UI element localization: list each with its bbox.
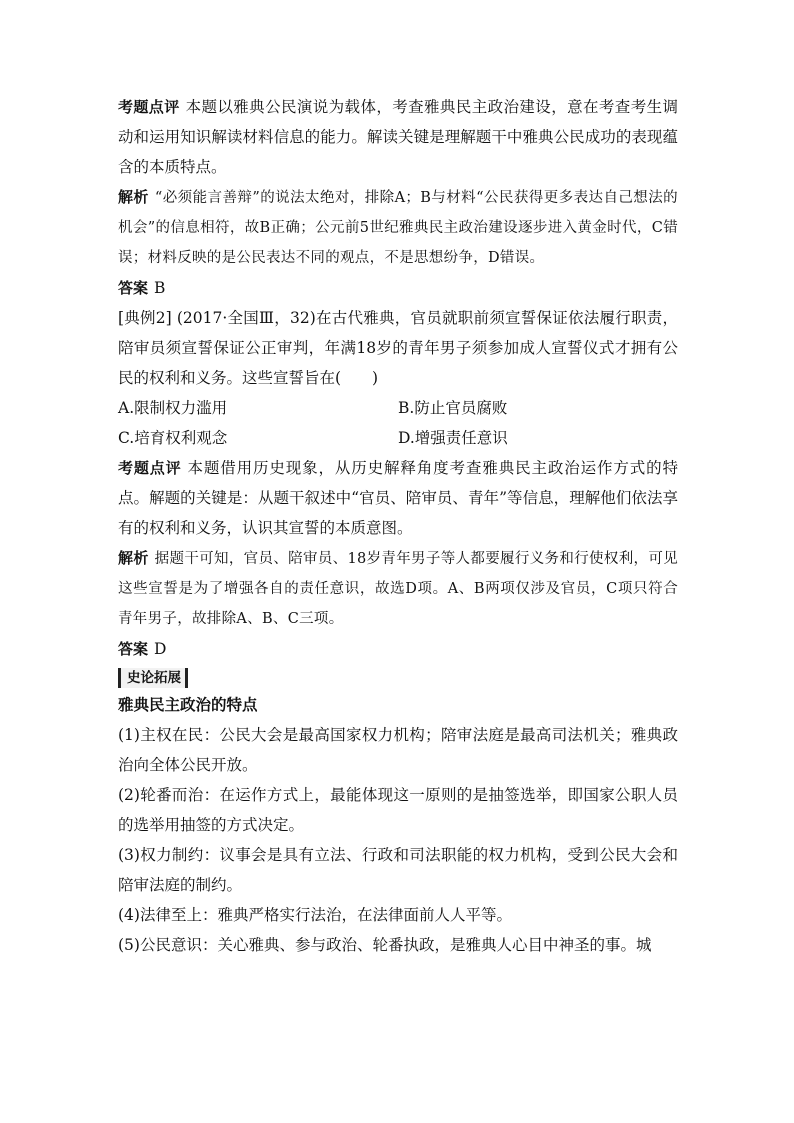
analysis-paragraph-1 <box>118 182 678 273</box>
answer-label: 答案 <box>118 279 149 297</box>
section-heading: 雅典民主政治的特点 <box>118 696 258 714</box>
option-b: B.防止官员腐败 <box>398 399 508 417</box>
option-a: A.限制权力滥用 <box>118 399 228 417</box>
comment-paragraph-2 <box>118 453 678 543</box>
point-4: (4)法律至上：雅典严格实行法治，在法律面前人人平等。 <box>118 906 512 924</box>
document-page <box>118 92 678 960</box>
section-tag-wrapper <box>118 664 678 690</box>
analysis-label: 解析 <box>118 188 149 206</box>
option-c: C.培育权利观念 <box>118 429 228 447</box>
analysis-text: 据题干可知，官员、陪审员、18岁青年男子等人都要履行义务和行使权利，可见这些宣誓是为了增强各自的责任意识，故选D项。A、B两项仅涉及官员，C项只符合青年男子，故排除A、B、C三项。 <box>118 551 678 627</box>
answer-line-2 <box>118 634 678 664</box>
options-grid <box>118 393 678 453</box>
comment-paragraph-1 <box>118 92 678 182</box>
analysis-label: 解析 <box>118 549 149 567</box>
point-2: (2)轮番而治：在运作方式上，最能体现这一原则的是抽签选举，即国家公职人员的选举用抽签的方式决定。 <box>118 786 678 834</box>
comment-text: 本题以雅典公民演说为载体，考查雅典民主政治建设，意在考查考生调动和运用知识解读材料信息的能力。解读关键是理解题干中雅典公民成功的表现蕴含的本质特点。 <box>118 98 678 176</box>
answer-line-1 <box>118 273 678 303</box>
option-d: D.增强责任意识 <box>398 429 508 447</box>
answer-label: 答案 <box>118 640 149 658</box>
comment-label: 考题点评 <box>118 459 182 477</box>
analysis-text: “必须能言善辩”的说法太绝对，排除A；B与材料“公民获得更多表达自己想法的机会”的信息相符，故B正确；公元前5世纪雅典民主政治建设逐步进入黄金时代，C错误；材料反映的是公民表达不同的观点，不是思想纷争，D错误。 <box>118 190 678 266</box>
comment-label: 考题点评 <box>118 98 180 116</box>
point-3: (3)权力制约：议事会是具有立法、行政和司法职能的权力机构，受到公民大会和陪审法庭的制约。 <box>118 846 678 894</box>
section-tag: 史论拓展 <box>118 668 188 688</box>
answer-value: D <box>154 640 167 658</box>
point-5: (5)公民意识：关心雅典、参与政治、轮番执政，是雅典人心目中神圣的事。城 <box>118 936 652 954</box>
answer-value: B <box>154 279 166 297</box>
point-1: (1)主权在民：公民大会是最高国家权力机构；陪审法庭是最高司法机关；雅典政治向全体公民开放。 <box>118 726 678 774</box>
example-stem: [典例2] (2017·全国Ⅲ，32)在古代雅典，官员就职前须宣誓保证依法履行职责，陪审员须宣誓保证公正审判，年满18岁的青年男子须参加成人宣誓仪式才拥有公民的权利和义务。这些宣誓旨在( ) <box>118 309 678 387</box>
analysis-paragraph-2 <box>118 543 678 634</box>
comment-text: 本题借用历史现象，从历史解释角度考查雅典民主政治运作方式的特点。解题的关键是：从题干叙述中“官员、陪审员、青年”等信息，理解他们依法享有的权利和义务，认识其宣誓的本质意图。 <box>118 459 678 537</box>
